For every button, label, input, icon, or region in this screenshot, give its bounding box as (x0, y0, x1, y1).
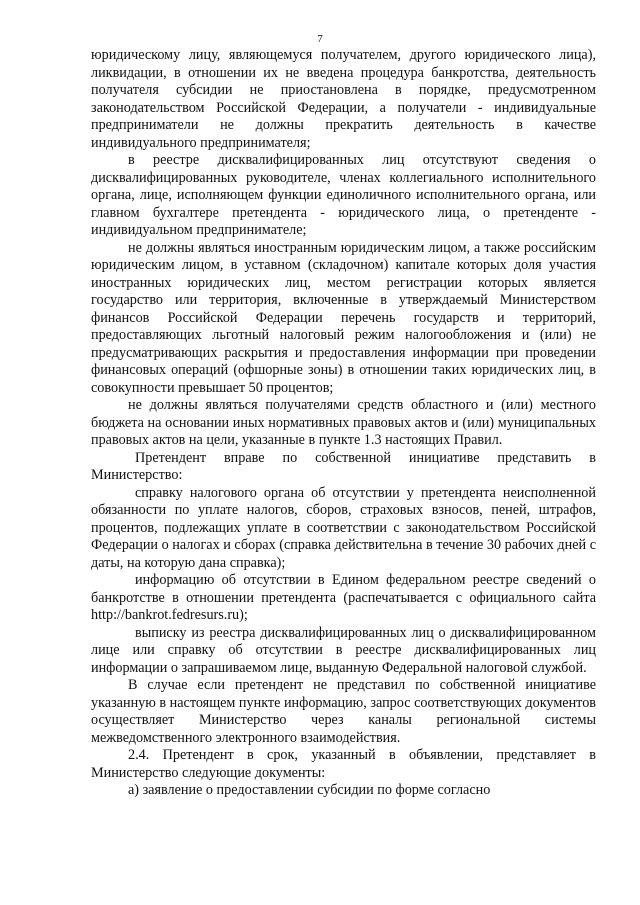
paragraph: информацию об отсутствии в Едином федеральном реестре сведений о банкротстве в отношении претендента (распечатывается с официального сайта http://bankrot.fedresurs.ru); (91, 572, 596, 623)
paragraph: не должны являться получателями средств областного и (или) местного бюджета на основании иных нормативных правовых актов и (или) муниципальных правовых актов на цели, указанные в пункте 1.3 настоящих Правил. (91, 397, 596, 448)
paragraph: В случае если претендент не представил по собственной инициативе указанную в настоящем пункте информацию, запрос соответствующих документов осуществляет Министерство через каналы региональной системы межведомственного электронного взаимодействия. (91, 677, 596, 746)
paragraph: а) заявление о предоставлении субсидии по форме согласно (128, 782, 491, 798)
paragraph: 2.4. Претендент в срок, указанный в объявлении, представляет в Министерство следующие документы: (91, 747, 596, 781)
page-number: 7 (317, 33, 323, 45)
paragraph: справку налогового органа об отсутствии у претендента неисполненной обязанности по уплате налогов, сборов, страховых взносов, пеней, штрафов, процентов, подлежащих уплате в соответствии с законодательством Российской Федерации о налогах и сборах (справка действительна в течение 30 рабочих дней с даты, на которую дана справка); (91, 484, 596, 571)
paragraph: юридическому лицу, являющемуся получателем, другого юридического лица), ликвидации, в отношении их не введена процедура банкротства, деятельность получателя субсидии не приостановлена в порядке, предусмотренном законодательством Российской Федерации, а получатели - индивидуальные предприниматели не должны прекратить деятельность в качестве индивидуального предпринимателя; (91, 47, 596, 151)
document-body (91, 47, 596, 800)
paragraph: в реестре дисквалифицированных лиц отсутствуют сведения о дисквалифицированных руководителе, членах коллегиального исполнительного органа, лице, исполняющем функции единоличного исполнительного органа, или главном бухгалтере претендента - юридического лица, о претенденте - индивидуальном предпринимателе; (91, 152, 596, 238)
paragraph: Претендент вправе по собственной инициативе представить в Министерство: (91, 449, 596, 483)
paragraph: выписку из реестра дисквалифицированных лиц о дисквалифицированном лице или справку об отсутствии в реестре дисквалифицированных лиц информации о запрашиваемом лице, выданную Федеральной налоговой службой. (91, 624, 596, 676)
paragraph: не должны являться иностранным юридическим лицом, а также российским юридическим лицом, в уставном (складочном) капитале которых доля участия иностранных юридических лиц, местом регистрации которых является государство или территория, включенные в утверждаемый Министерством финансов Российской Федерации перечень государств и территорий, предоставляющих льготный налоговый режим налогообложения и (или) не предусматривающих раскрытия и предоставления информации при проведении финансовых операций (офшорные зоны) в отношении таких юридических лиц, в совокупности превышает 50 процентов; (91, 239, 596, 396)
